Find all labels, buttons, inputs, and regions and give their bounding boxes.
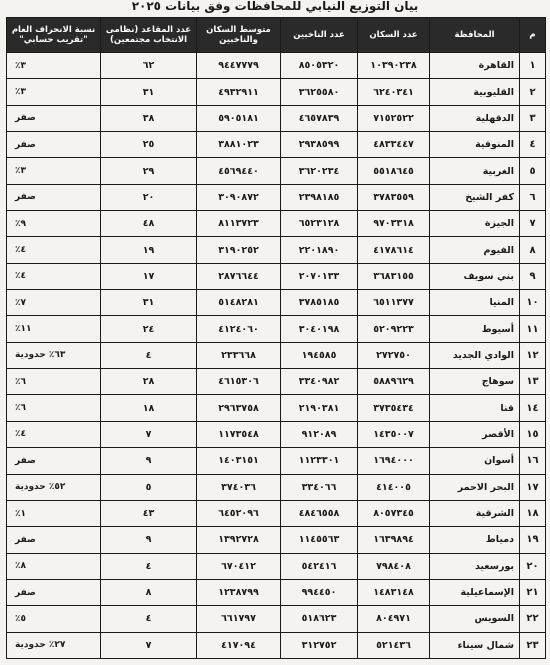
seats-cell: ٣١ [101,290,197,316]
population-cell: ١٤٣٥٠٠٧ [358,421,430,447]
population-cell: ٧٩٨٤٠٨ [358,553,430,579]
average-cell: ١١٧٣٥٤٨ [197,421,281,447]
population-cell: ٣٧٣٥٤٣٤ [358,395,430,421]
deviation-cell: صفر [7,579,101,605]
average-cell: ٤١٢٤٠٦٠ [197,316,281,342]
table-row [7,184,546,210]
deviation-cell: ٦٣٪ حدودية [7,342,101,368]
voters-cell: ١١٤٥٥٦٣ [281,527,358,553]
population-cell: ٢٧٢٧٥٠ [358,342,430,368]
table-row [7,158,546,184]
deviation-cell: ٥٪ [7,606,101,632]
seats-cell: ٢٩ [101,158,197,184]
table-row [7,211,546,237]
voters-cell: ٢٢٠١٨٩٠ [281,237,358,263]
row-index-cell: ٢١ [520,579,546,605]
deviation-cell: ٣٪ [7,53,101,79]
governorate-cell: الجيزة [430,211,520,237]
voters-cell: ٢٠٧٠١٣٣ [281,263,358,289]
header-population: عدد السكان [358,18,430,53]
population-cell: ٧١٥٢٥٢٢ [358,105,430,131]
voters-cell: ٢٩٣٨٥٩٩ [281,132,358,158]
seats-cell: ٩ [101,527,197,553]
voters-cell: ٩١٢٠٨٩ [281,421,358,447]
header-average: متوسط السكان والناخبين [197,18,281,53]
seats-cell: ١٧ [101,263,197,289]
row-index-cell: ١٨ [520,500,546,526]
governorate-cell: دمياط [430,527,520,553]
voters-cell: ٣٧٨٥١٨٥ [281,290,358,316]
voters-cell: ٢١٩٠٣٨١ [281,395,358,421]
seats-cell: ٤٣ [101,500,197,526]
population-cell: ٥٢٠٩٢٢٣ [358,316,430,342]
table-row [7,237,546,263]
average-cell: ٦٦١٧٩٧ [197,606,281,632]
governorate-cell: الوادي الجديد [430,342,520,368]
deviation-cell: ٦٪ [7,395,101,421]
population-cell: ٦٥١١٣٧٧ [358,290,430,316]
seats-cell: ٤ [101,342,197,368]
voters-cell: ٣٦٢٠٢٣٤ [281,158,358,184]
governorate-cell: أسيوط [430,316,520,342]
voters-cell: ٨٥٠٥٣٢٠ [281,53,358,79]
voters-cell: ٩٩٤٤٥٠ [281,579,358,605]
average-cell: ٣٧٤٠٣٦ [197,474,281,500]
voters-cell: ١٩٤٥٨٥ [281,342,358,368]
average-cell: ١٣٩٢٧٢٨ [197,527,281,553]
voters-cell: ٥١٨٦٢٣ [281,606,358,632]
average-cell: ٣١٩٠٢٥٢ [197,237,281,263]
table-body [7,53,546,659]
governorate-cell: البحر الاحمر [430,474,520,500]
row-index-cell: ٨ [520,237,546,263]
seats-cell: ٩ [101,448,197,474]
table-row [7,290,546,316]
average-cell: ٣٨٨١٠٢٣ [197,132,281,158]
population-cell: ٨٠٥٧٣٤٥ [358,500,430,526]
table-row [7,369,546,395]
table-row [7,263,546,289]
deviation-cell: صفر [7,105,101,131]
average-cell: ٣٠٩٠٨٧٢ [197,184,281,210]
deviation-cell: ٣٪ [7,79,101,105]
deviation-cell: صفر [7,448,101,474]
population-cell: ٥٨٨٩٦٢٩ [358,369,430,395]
table-row [7,79,546,105]
header-voters: عدد الناخبين [281,18,358,53]
deviation-cell: صفر [7,132,101,158]
row-index-cell: ٦ [520,184,546,210]
deviation-cell: ١٪ [7,500,101,526]
governorate-cell: المنيا [430,290,520,316]
voters-cell: ٤٨٤٦٥٥٨ [281,500,358,526]
row-index-cell: ٤ [520,132,546,158]
seats-cell: ٨ [101,579,197,605]
seats-cell: ٢٤ [101,316,197,342]
population-cell: ٥٥١٨٦٤٥ [358,158,430,184]
seats-cell: ٧ [101,632,197,658]
average-cell: ٦٧٠٤١٢ [197,553,281,579]
deviation-cell: ٣٪ [7,158,101,184]
seats-cell: ١٨ [101,395,197,421]
average-cell: ٤١٧٠٩٤ [197,632,281,658]
seats-cell: ٥ [101,474,197,500]
governorate-cell: الغربية [430,158,520,184]
table-row [7,53,546,79]
governorate-cell: الفيوم [430,237,520,263]
average-cell: ١٤٠٣١٥١ [197,448,281,474]
seats-cell: ٤ [101,606,197,632]
deviation-cell: ١١٪ [7,316,101,342]
header-seats: عدد المقاعد (نظامى الانتخاب مجتمعين) [101,18,197,53]
seats-cell: ٧ [101,421,197,447]
voters-cell: ٦٥٢٣١٢٨ [281,211,358,237]
seats-cell: ٢٠ [101,184,197,210]
average-cell: ٥١٤٨٢٨١ [197,290,281,316]
table-row [7,105,546,131]
population-cell: ٩٧٠٣٣١٨ [358,211,430,237]
row-index-cell: ٢٣ [520,632,546,658]
population-cell: ١٦٣٩٨٩٤ [358,527,430,553]
row-index-cell: ٩ [520,263,546,289]
average-cell: ٩٤٤٧٧٧٩ [197,53,281,79]
row-index-cell: ٥ [520,158,546,184]
governorate-cell: السويس [430,606,520,632]
deviation-cell: ٤٪ [7,421,101,447]
population-cell: ٣٦٨٣١٥٥ [358,263,430,289]
row-index-cell: ١٥ [520,421,546,447]
voters-cell: ٥٤٢٤١٦ [281,553,358,579]
row-index-cell: ١٩ [520,527,546,553]
governorate-cell: الشرقية [430,500,520,526]
population-cell: ٤٨٣٣٤٤٧ [358,132,430,158]
governorate-cell: أسوان [430,448,520,474]
voters-cell: ٣١٢٧٥٢ [281,632,358,658]
seats-cell: ٣٨ [101,105,197,131]
seats-cell: ٤٨ [101,211,197,237]
voters-cell: ٣٠٤٠١٩٨ [281,316,358,342]
population-cell: ٤١٧٨٦١٤ [358,237,430,263]
voters-cell: ٣٣٤٠٦٦ [281,474,358,500]
average-cell: ٤٩٣٢٩١١ [197,79,281,105]
deviation-cell: ٧٪ [7,290,101,316]
governorate-cell: كفر الشيخ [430,184,520,210]
distribution-table [6,17,546,659]
row-index-cell: ١٤ [520,395,546,421]
population-cell: ٥٢١٤٣٦ [358,632,430,658]
governorate-cell: الأقصر [430,421,520,447]
average-cell: ٢٨٧٦٦٤٤ [197,263,281,289]
average-cell: ٤٥٦٩٤٤٠ [197,158,281,184]
document-title: بيان التوزيع النيابي للمحافظات وفق بيانات ٢٠٢٥ [131,0,419,13]
deviation-cell: صفر [7,184,101,210]
deviation-cell: صفر [7,527,101,553]
table-row [7,448,546,474]
voters-cell: ٣٦٢٥٥٨٠ [281,79,358,105]
voters-cell: ٤٦٥٧٨٣٩ [281,105,358,131]
population-cell: ٣٧٨٣٥٥٩ [358,184,430,210]
deviation-cell: ٦٪ [7,369,101,395]
seats-cell: ١٩ [101,237,197,263]
average-cell: ١٢٣٨٧٩٩ [197,579,281,605]
population-cell: ٤١٤٠٠٥ [358,474,430,500]
average-cell: ٨١١٣٧٢٣ [197,211,281,237]
row-index-cell: ١٢ [520,342,546,368]
table-row [7,606,546,632]
average-cell: ٢٩٦٣٧٥٨ [197,395,281,421]
table-row [7,527,546,553]
header-index: م [520,18,546,53]
row-index-cell: ٢٢ [520,606,546,632]
row-index-cell: ٢ [520,79,546,105]
seats-cell: ٢٥ [101,132,197,158]
deviation-cell: ٩٪ [7,211,101,237]
population-cell: ١٠٣٩٠٢٣٨ [358,53,430,79]
table-row [7,132,546,158]
population-cell: ١٦٩٤٠٠٠ [358,448,430,474]
row-index-cell: ١٠ [520,290,546,316]
governorate-cell: الدقهلية [430,105,520,131]
seats-cell: ٤ [101,553,197,579]
governorate-cell: بني سويف [430,263,520,289]
governorate-cell: سوهاج [430,369,520,395]
row-index-cell: ١٦ [520,448,546,474]
deviation-cell: ٨٪ [7,553,101,579]
deviation-cell: ٢٧٪ حدودية [7,632,101,658]
seats-cell: ٣١ [101,79,197,105]
table-row [7,632,546,658]
row-index-cell: ١١ [520,316,546,342]
population-cell: ١٤٨٣١٤٨ [358,579,430,605]
governorate-cell: المنوفية [430,132,520,158]
row-index-cell: ١ [520,53,546,79]
governorate-cell: القاهرة [430,53,520,79]
average-cell: ٢٣٣٦٦٨ [197,342,281,368]
table-row [7,342,546,368]
table-row [7,421,546,447]
average-cell: ٦٤٥٢٠٩٦ [197,500,281,526]
average-cell: ٥٩٠٥١٨١ [197,105,281,131]
voters-cell: ١١٢٣٣٠١ [281,448,358,474]
table-header-row [7,18,546,53]
row-index-cell: ٣ [520,105,546,131]
table-row [7,316,546,342]
row-index-cell: ١٣ [520,369,546,395]
population-cell: ٦٢٤٠٣٤١ [358,79,430,105]
governorate-cell: قنا [430,395,520,421]
deviation-cell: ٥٢٪ حدودية [7,474,101,500]
row-index-cell: ٧ [520,211,546,237]
governorate-cell: شمال سيناء [430,632,520,658]
seats-cell: ٦٢ [101,53,197,79]
table-row [7,500,546,526]
governorate-cell: بورسعيد [430,553,520,579]
table-row [7,553,546,579]
header-deviation: نسبة الانحراف العام "تقريب حسابي" [7,18,101,53]
table-row [7,579,546,605]
row-index-cell: ٢٠ [520,553,546,579]
average-cell: ٤٦١٥٣٠٦ [197,369,281,395]
table-row [7,395,546,421]
row-index-cell: ١٧ [520,474,546,500]
governorate-cell: القليوبية [430,79,520,105]
voters-cell: ٣٣٤٠٩٨٢ [281,369,358,395]
governorate-cell: الإسماعيلية [430,579,520,605]
deviation-cell: ٤٪ [7,263,101,289]
voters-cell: ٢٣٩٨١٨٥ [281,184,358,210]
table-row [7,474,546,500]
deviation-cell: ٤٪ [7,237,101,263]
seats-cell: ٢٨ [101,369,197,395]
header-governorate: المحافظة [430,18,520,53]
population-cell: ٨٠٤٩٧١ [358,606,430,632]
